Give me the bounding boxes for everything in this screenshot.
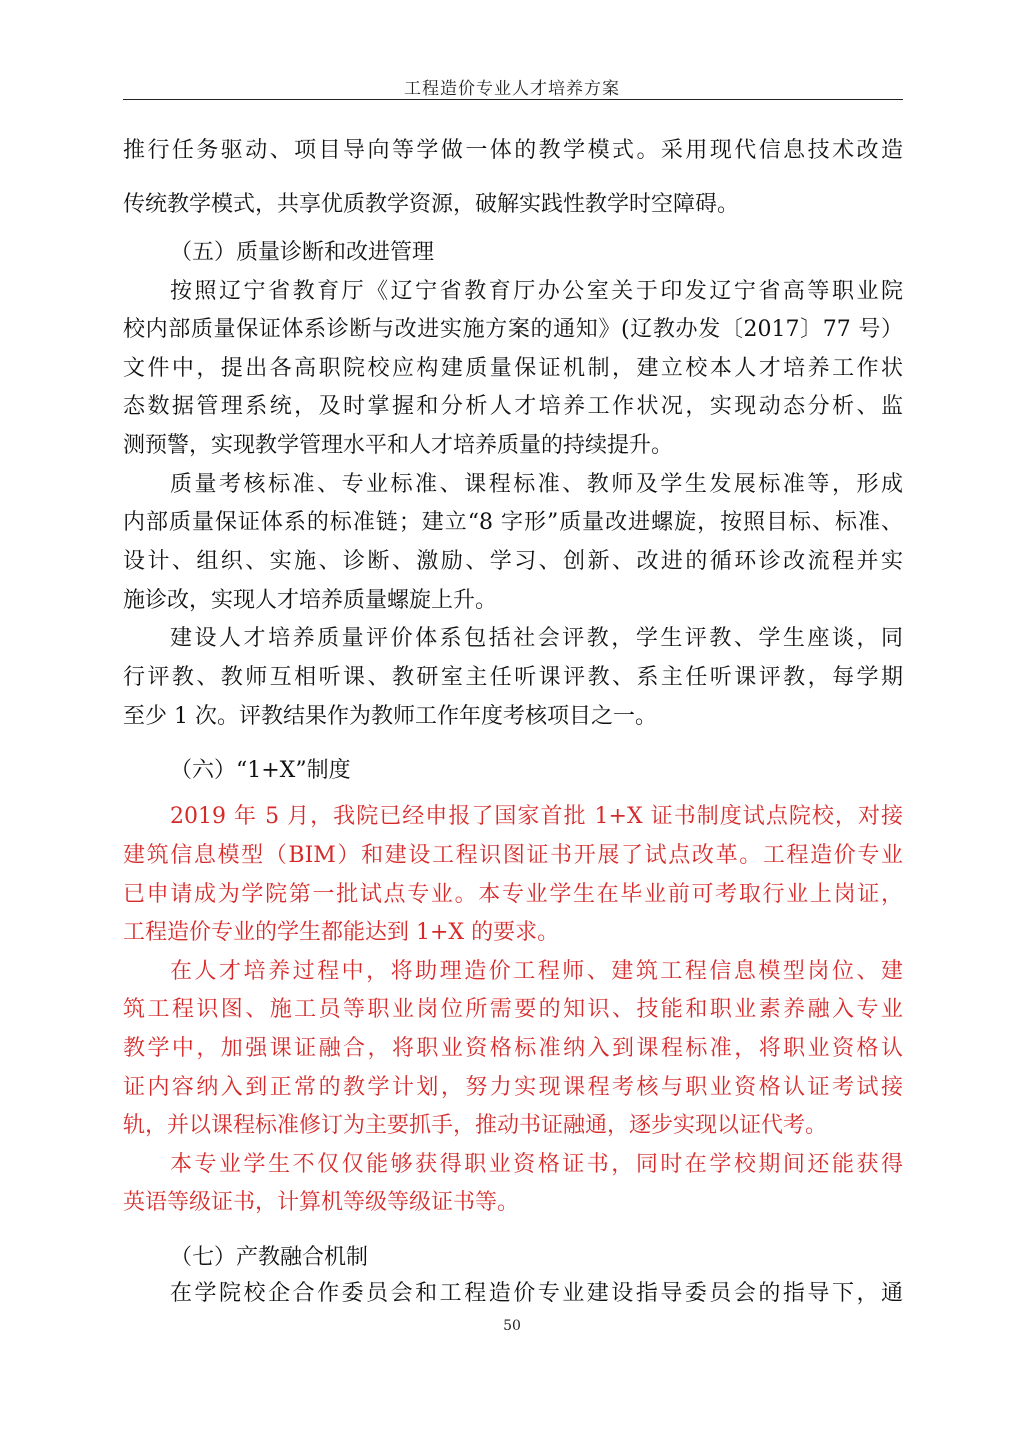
text-line: 内部质量保证体系的标准链；建立“8 字形”质量改进螺旋，按照目标、标准、: [123, 510, 903, 535]
header-rule: [123, 99, 903, 100]
text-line: 施诊改，实现人才培养质量螺旋上升。: [123, 588, 498, 613]
text-line: 文件中，提出各高职院校应构建质量保证机制，建立校本人才培养工作状: [123, 356, 903, 381]
text-line: 按照辽宁省教育厅《辽宁省教育厅办公室关于印发辽宁省高等职业院: [170, 279, 903, 304]
text-line-highlight: 轨，并以课程标准修订为主要抓手，推动书证融通，逐步实现以证代考。: [123, 1113, 828, 1138]
text-line: 在学院校企合作委员会和工程造价专业建设指导委员会的指导下，通: [170, 1281, 903, 1306]
text-line-highlight: 2019 年 5 月，我院已经申报了国家首批 1+X 证书制度试点院校，对接: [170, 804, 903, 829]
section-heading-6: （六）“1+X”制度: [170, 758, 351, 783]
text-line-highlight: 本专业学生不仅仅能够获得职业资格证书，同时在学校期间还能获得: [170, 1152, 903, 1177]
text-line: 至少 1 次。评教结果作为教师工作年度考核项目之一。: [123, 704, 657, 729]
text-line: 设计、组织、实施、诊断、激励、学习、创新、改进的循环诊改流程并实: [123, 549, 903, 574]
text-line-highlight: 已申请成为学院第一批试点专业。本专业学生在毕业前可考取行业上岗证，: [123, 882, 903, 907]
text-line-highlight: 工程造价专业的学生都能达到 1+X 的要求。: [123, 920, 560, 945]
text-line: 传统教学模式，共享优质教学资源，破解实践性教学时空障碍。: [123, 192, 740, 217]
page-number: 50: [503, 1318, 521, 1334]
text-line-highlight: 建筑信息模型（BIM）和建设工程识图证书开展了试点改革。工程造价专业: [123, 843, 903, 868]
text-line-highlight: 教学中，加强课证融合，将职业资格标准纳入到课程标准，将职业资格认: [123, 1036, 903, 1061]
text-line-highlight: 在人才培养过程中，将助理造价工程师、建筑工程信息模型岗位、建: [170, 959, 903, 984]
text-line: 质量考核标准、专业标准、课程标准、教师及学生发展标准等，形成: [170, 472, 903, 497]
text-line-highlight: 英语等级证书，计算机等级等级证书等。: [123, 1190, 520, 1215]
text-line: 态数据管理系统，及时掌握和分析人才培养工作状况，实现动态分析、监: [123, 394, 903, 419]
section-heading-5: （五）质量诊断和改进管理: [170, 240, 435, 265]
header-title: 工程造价专业人才培养方案: [404, 79, 620, 99]
text-line-highlight: 筑工程识图、施工员等职业岗位所需要的知识、技能和职业素养融入专业: [123, 997, 903, 1022]
text-line-highlight: 证内容纳入到正常的教学计划，努力实现课程考核与职业资格认证考试接: [123, 1075, 903, 1100]
text-line: 测预警，实现教学管理水平和人才培养质量的持续提升。: [123, 433, 674, 458]
section-heading-7: （七）产教融合机制: [170, 1245, 369, 1270]
text-line: 校内部质量保证体系诊断与改进实施方案的通知》(辽教办发〔2017〕77 号）: [123, 317, 903, 342]
text-line: 行评教、教师互相听课、教研室主任听课评教、系主任听课评教，每学期: [123, 665, 903, 690]
text-line: 建设人才培养质量评价体系包括社会评教，学生评教、学生座谈，同: [170, 626, 903, 651]
text-line: 推行任务驱动、项目导向等学做一体的教学模式。采用现代信息技术改造: [123, 138, 903, 163]
